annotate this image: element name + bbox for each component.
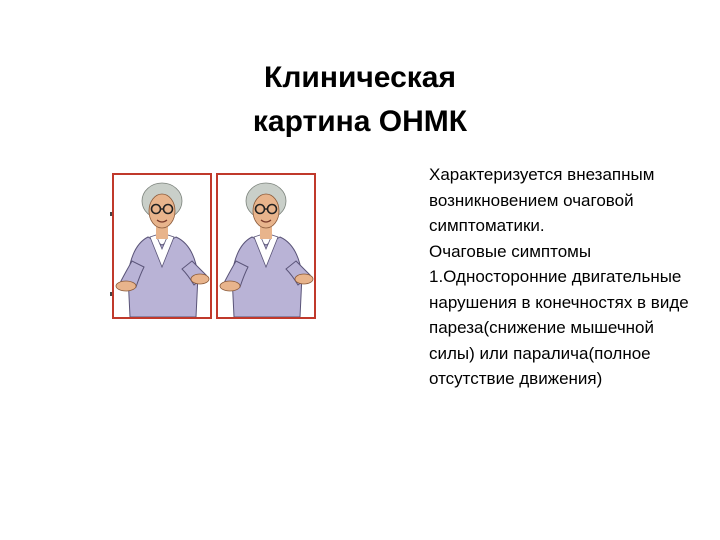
clipart-elderly-woman-right — [216, 173, 316, 319]
elderly-woman-illustration — [218, 175, 314, 317]
slide-body-text — [429, 162, 689, 392]
slide-title — [0, 56, 720, 144]
paragraph-characterization: Характеризуется внезапным возникновением очаговой симптоматики. — [429, 165, 655, 235]
slide-title-line-1: Клиническая — [264, 61, 456, 95]
elderly-woman-illustration — [114, 175, 210, 317]
paragraph-motor-disorders: 1.Односторонние двигательные нарушения в конечностях в виде пареза(снижение мышечной силы) или паралича(полное отсутствие движения) — [429, 267, 689, 388]
clipart-elderly-woman-left — [112, 173, 212, 319]
slide-title-line-2: картина ОНМК — [252, 105, 468, 139]
paragraph-focal-symptoms-heading: Очаговые симптомы — [429, 241, 592, 261]
